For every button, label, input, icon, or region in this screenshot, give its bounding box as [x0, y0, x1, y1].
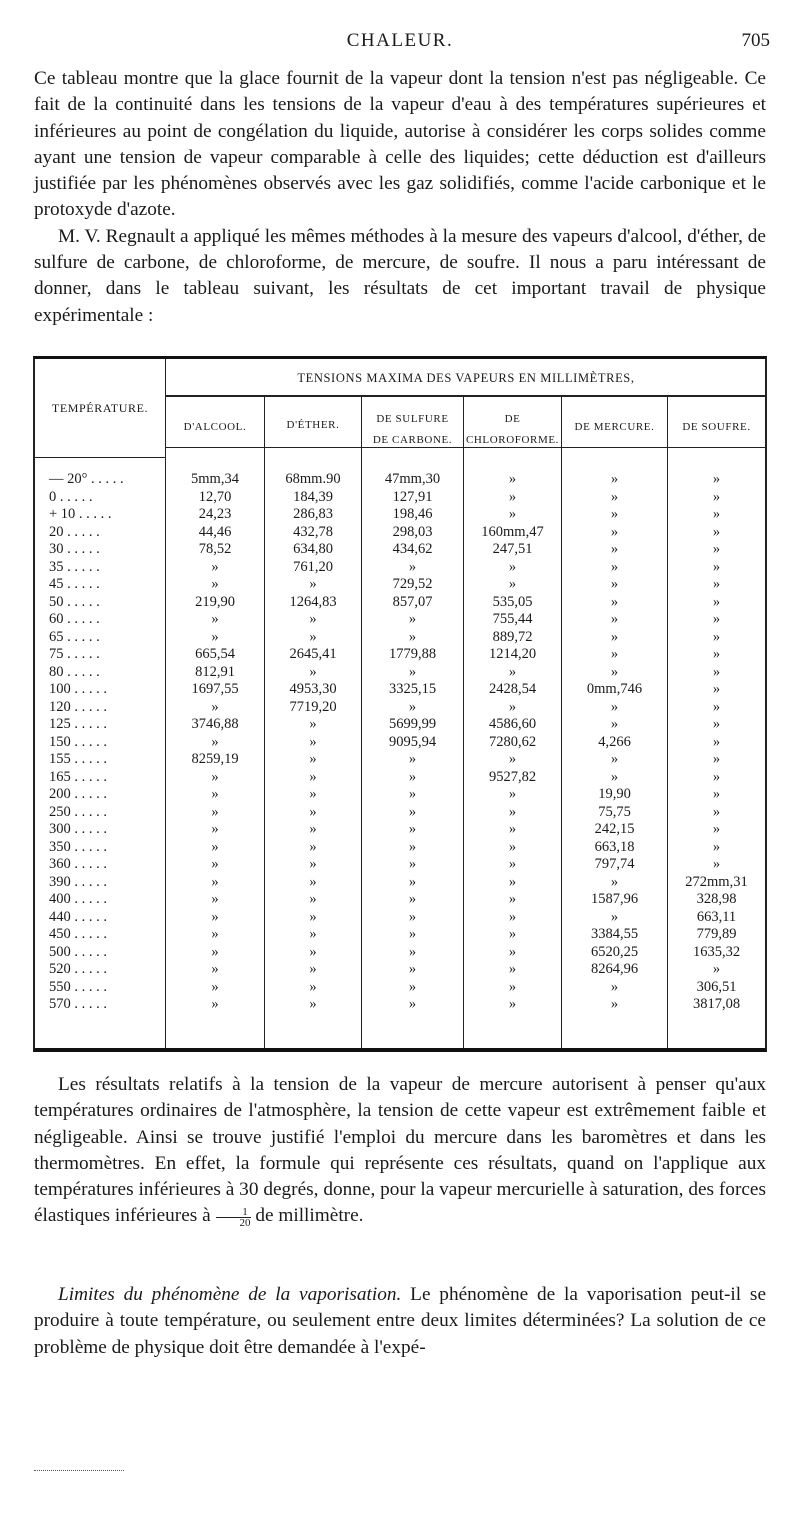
table-cell-value: 306,51: [696, 978, 737, 995]
table-cell-value: »: [508, 838, 517, 855]
table-cell-temperature: 45 . . . . .: [49, 576, 100, 592]
table-cell-value: »: [408, 751, 417, 767]
table-cell-value: »: [309, 891, 317, 907]
header-mercure: [562, 421, 667, 433]
table-cell-value: »: [408, 943, 417, 960]
table-cell-value: »: [408, 926, 417, 942]
table-cell-temperature: 570 . . . . .: [49, 996, 107, 1012]
table-cell-value: »: [309, 733, 317, 750]
table-cell-temperature: 500 . . . . .: [49, 943, 107, 960]
table-cell-value: »: [211, 803, 219, 820]
header-alcool-label: D'ALCOOL.: [183, 421, 247, 433]
table-cell-value: »: [408, 628, 417, 645]
table-cell-value: »: [610, 471, 619, 487]
table-cell-temperature: 350 . . . . .: [49, 838, 107, 855]
table-cell-value: 1214,20: [488, 646, 537, 662]
table-cell-value: »: [712, 488, 721, 505]
section-text: Le phénomène de la vaporisation peut-il se produire à toute température, ou seulement entre deux limites déterminées? La solution de ce problème de physique doit être demandée à l'expé-: [34, 1284, 766, 1358]
table-cell-value: »: [309, 663, 317, 680]
table-cell-value: 24,23: [198, 506, 232, 522]
table-cell-value: »: [610, 996, 619, 1012]
table-cell-value: »: [211, 838, 219, 855]
table-cell-value: »: [508, 908, 517, 925]
table-cell-value: »: [508, 803, 517, 820]
table-cell-value: »: [211, 558, 219, 575]
header-group: TENSIONS MAXIMA DES VAPEURS EN MILLIMÈTRES,: [297, 371, 635, 385]
table-cell-value: »: [309, 961, 317, 977]
table-cell-value: »: [712, 803, 721, 820]
table-cell-value: 127,91: [392, 488, 433, 505]
table-cell-value: »: [610, 716, 619, 732]
table-cell-value: 1587,96: [590, 891, 639, 907]
table-cell-value: 3817,08: [692, 996, 741, 1012]
table-cell-value: »: [309, 576, 317, 592]
table-cell-value: »: [211, 786, 219, 802]
section-vaporisation: [34, 1282, 766, 1361]
table-cell-temperature: 120 . . . . .: [49, 698, 107, 715]
table-cell-value: 797,74: [594, 856, 635, 872]
table-cell-value: »: [610, 576, 619, 592]
table-cell-temperature: 20 . . . . .: [49, 523, 100, 540]
table-cell-value: »: [211, 628, 219, 645]
table-cell-value: »: [408, 803, 417, 820]
table-cell-value: »: [508, 663, 517, 680]
table-cell-value: 4,266: [598, 733, 631, 750]
intro-paragraph-1: Ce tableau montre que la glace fournit de la vapeur dont la tension n'est pas négligeable. Ce fait de la continuité dans les tensions de la vapeur d'eau à des températures supérieures et inférieures au point de congélation du liquide, autorise à considérer les corps solides comme ayant une tension de vapeur comparable à celle des liquides; cette déduction est d'ailleurs justifiée par les phénomènes observés avec les gaz solidifiés, comme l'acide carbonique et le protoxyde d'azote.: [34, 68, 766, 221]
table-cell-value: »: [211, 996, 219, 1012]
table-cell-value: »: [309, 908, 317, 925]
table-cell-value: »: [712, 628, 721, 645]
table-cell-value: »: [508, 488, 517, 505]
table-cell-value: 286,83: [293, 506, 333, 522]
header-soufre-label: DE SOUFRE.: [682, 421, 751, 433]
table-cell-value: 2428,54: [488, 681, 537, 697]
table-cell-value: »: [712, 523, 721, 540]
table-cell-value: »: [211, 698, 219, 715]
table-cell-value: »: [508, 821, 517, 837]
table-cell-value: »: [211, 908, 219, 925]
table-cell-value: 328,98: [696, 891, 737, 907]
table-cell-temperature: 390 . . . . .: [49, 873, 107, 890]
header-mercure-label: DE MERCURE.: [574, 421, 655, 433]
table-cell-value: »: [712, 716, 721, 732]
table-cell-value: 8259,19: [191, 751, 239, 767]
table-cell-value: »: [408, 768, 417, 785]
table-cell-value: »: [508, 891, 517, 907]
table-cell-value: »: [309, 751, 317, 767]
table-cell-value: 761,20: [293, 558, 333, 575]
table-cell-value: 755,44: [492, 611, 533, 627]
table-cell-value: 1779,88: [388, 646, 437, 662]
table-cell-value: »: [712, 821, 721, 837]
table-cell-value: »: [712, 751, 721, 767]
table-cell-value: 1697,55: [191, 681, 239, 697]
table-cell-value: »: [508, 471, 517, 487]
table-cell-value: »: [408, 611, 417, 627]
table-cell-value: 8264,96: [590, 961, 639, 977]
table-cell-value: »: [508, 786, 517, 802]
table-cell-temperature: 400 . . . . .: [49, 891, 107, 907]
table-cell-value: »: [508, 873, 517, 890]
table-cell-value: »: [309, 803, 317, 820]
table-cell-value: 729,52: [392, 576, 433, 592]
table-cell-value: »: [610, 611, 619, 627]
table-cell-value: 889,72: [492, 628, 533, 645]
header-chloroforme-line1: DE: [504, 413, 521, 425]
table-cell-value: 665,54: [195, 646, 235, 662]
table-cell-value: »: [712, 786, 721, 802]
table-cell-value: 634,80: [293, 541, 333, 557]
table-cell-value: »: [309, 786, 317, 802]
table-cell-value: 779,89: [696, 926, 737, 942]
table-cell-value: »: [309, 716, 317, 732]
table-cell-value: 857,07: [392, 593, 433, 610]
table-cell-value: »: [712, 576, 721, 592]
table-cell-value: »: [712, 558, 721, 575]
table-cell-value: 272mm,31: [685, 873, 748, 890]
table-cell-value: »: [408, 908, 417, 925]
table-cell-value: »: [211, 943, 219, 960]
table-cell-value: »: [508, 943, 517, 960]
table-cell-value: »: [408, 978, 417, 995]
table-cell-value: »: [610, 558, 619, 575]
table-cell-temperature: 30 . . . . .: [49, 541, 100, 557]
table-cell-temperature: 35 . . . . .: [49, 558, 100, 575]
table-cell-value: »: [712, 856, 721, 872]
table-cell-value: »: [211, 856, 219, 872]
header-sulfure-line2: DE CARBONE.: [372, 434, 453, 446]
table-cell-value: »: [610, 506, 619, 522]
header-chloroforme: [464, 409, 561, 451]
mercury-paragraph: [34, 1072, 766, 1230]
table-cell-value: »: [508, 576, 517, 592]
table-cell-value: »: [211, 821, 219, 837]
page-number: 705: [741, 30, 770, 51]
header-soufre: [668, 421, 765, 433]
table-cell-value: »: [610, 768, 619, 785]
table-cell-value: 184,39: [293, 488, 333, 505]
header-group-rule: [165, 395, 765, 397]
table-cell-temperature: — 20° . . . . .: [49, 471, 124, 487]
table-cell-value: 1635,32: [692, 943, 741, 960]
table-cell-value: »: [408, 698, 417, 715]
intro-text: [34, 66, 766, 329]
header-ether: [265, 419, 361, 431]
table-cell-value: »: [508, 856, 517, 872]
table-cell-temperature: 200 . . . . .: [49, 786, 107, 802]
table-cell-value: 19,90: [598, 786, 631, 802]
table-cell-value: 7280,62: [488, 733, 537, 750]
table-cell-value: »: [309, 611, 317, 627]
table-cell-value: 242,15: [594, 821, 635, 837]
table-cell-value: »: [610, 628, 619, 645]
table-cell-value: 9527,82: [488, 768, 537, 785]
table-cell-value: »: [712, 541, 721, 557]
table-cell-value: 247,51: [492, 541, 533, 557]
table-cell-value: »: [610, 488, 619, 505]
mercury-paragraph-text: Les résultats relatifs à la tension de la vapeur de mercure autorisent à penser qu'aux températures ordinaires de l'atmosphère, la tension de cette vapeur est extrêmement faible et négligeable. Ainsi se trouve justifié l'emploi du mercure dans les baromètres et dans les thermomètres. En effet, la formule qui représente ces résultats, quand on l'applique aux températures inférieures à 30 degrés, donne, pour la vapeur mercurielle à saturation, des forces élastiques inférieures à: [34, 1074, 766, 1227]
table-cell-value: »: [508, 978, 517, 995]
table-cell-value: »: [408, 786, 417, 802]
table-cell-value: »: [508, 961, 517, 977]
table-cell-value: »: [309, 978, 317, 995]
table-cell-value: »: [211, 768, 219, 785]
table-cell-value: »: [309, 926, 317, 942]
table-cell-value: »: [712, 681, 721, 697]
table-cell-value: 3325,15: [388, 681, 437, 697]
table-cell-value: 663,18: [594, 838, 635, 855]
table-cell-value: »: [211, 926, 219, 942]
after-table-text: [34, 1072, 766, 1230]
table-cell-value: 219,90: [195, 593, 235, 610]
table-cell-value: 434,62: [392, 541, 433, 557]
table-cell-value: »: [712, 646, 721, 662]
table-cell-value: »: [309, 768, 317, 785]
table-cell-temperature: 60 . . . . .: [49, 611, 100, 627]
header-sulfure-line1: DE SULFURE: [376, 413, 449, 425]
table-cell-temperature: 100 . . . . .: [49, 681, 107, 697]
table-cell-temperature: 300 . . . . .: [49, 821, 107, 837]
table-cell-value: »: [408, 838, 417, 855]
table-cell-temperature: 65 . . . . .: [49, 628, 100, 645]
header-ether-label: D'ÉTHER.: [286, 419, 340, 431]
table-cell-value: 4953,30: [289, 681, 337, 697]
table-cell-value: »: [610, 541, 619, 557]
table-cell-temperature: 0 . . . . .: [49, 488, 93, 505]
table-cell-value: »: [712, 611, 721, 627]
table-cell-value: »: [712, 838, 721, 855]
table-cell-value: »: [309, 856, 317, 872]
table-cell-value: »: [408, 961, 417, 977]
table-cell-value: 44,46: [198, 523, 232, 540]
table-cell-value: »: [309, 943, 317, 960]
table-cell-value: 4586,60: [488, 716, 537, 732]
table-cell-value: »: [309, 996, 317, 1012]
table-cell-value: »: [712, 506, 721, 522]
running-head: [30, 30, 770, 56]
table-cell-value: 3384,55: [590, 926, 639, 942]
table-cell-value: »: [508, 698, 517, 715]
footer-rule: [34, 1470, 124, 1472]
table-cell-value: 75,75: [598, 803, 631, 820]
table-cell-value: »: [610, 593, 619, 610]
table-cell-value: »: [508, 558, 517, 575]
table-cell-value: »: [408, 873, 417, 890]
table-cell-value: »: [610, 978, 619, 995]
table-cell-value: »: [211, 891, 219, 907]
table-cell-temperature: 360 . . . . .: [49, 856, 107, 872]
vapor-tension-table: [33, 356, 767, 1052]
table-cell-value: 160mm,47: [481, 523, 544, 540]
table-cell-value: »: [508, 751, 517, 767]
table-cell-value: 812,91: [195, 663, 235, 680]
table-cell-value: 2645,41: [289, 646, 337, 662]
table-cell-value: »: [712, 593, 721, 610]
table-cell-temperature: 550 . . . . .: [49, 978, 107, 995]
header-chloroforme-line2: CHLOROFORME.: [465, 434, 560, 446]
table-cell-value: 535,05: [492, 593, 533, 610]
table-cell-value: »: [508, 996, 517, 1012]
table-cell-value: 47mm,30: [384, 471, 441, 487]
table-cell-value: 9095,94: [388, 733, 437, 750]
table-cell-temperature: 440 . . . . .: [49, 908, 107, 925]
table-cell-temperature: 125 . . . . .: [49, 716, 107, 732]
table-cell-temperature: 165 . . . . .: [49, 768, 107, 785]
table-cell-value: »: [712, 961, 721, 977]
table-cell-temperature: 520 . . . . .: [49, 961, 107, 977]
fraction-denominator: 20: [239, 1216, 251, 1229]
table-cell-value: »: [610, 698, 619, 715]
table-cell-value: 68mm.90: [285, 471, 341, 487]
table-cell-value: »: [309, 873, 317, 890]
table-cell-value: »: [408, 558, 417, 575]
table-cell-value: »: [508, 506, 517, 522]
table-cell-value: 298,03: [392, 523, 433, 540]
section-heading: Limites du phénomène de la vaporisation.: [58, 1284, 402, 1305]
table-cell-value: »: [712, 663, 721, 680]
table-cell-value: »: [211, 611, 219, 627]
table-cell-value: »: [211, 978, 219, 995]
table-cell-value: »: [309, 838, 317, 855]
table-cell-value: 663,11: [696, 908, 737, 925]
section-paragraph: [34, 1282, 766, 1361]
table-cell-temperature: 450 . . . . .: [49, 926, 107, 942]
table-cell-value: »: [309, 628, 317, 645]
table-cell-value: 78,52: [198, 541, 232, 557]
header-temperature: TEMPÉRATURE.: [51, 401, 149, 415]
fraction-numerator: 1: [216, 1207, 251, 1218]
table-cell-value: 7719,20: [289, 698, 337, 715]
table-cell-value: »: [211, 961, 219, 977]
header-alcool: [166, 421, 264, 433]
table-cell-value: »: [408, 663, 417, 680]
table-cell-value: »: [211, 873, 219, 890]
table-cell-temperature: 80 . . . . .: [49, 663, 100, 680]
table-cell-value: 5mm,34: [191, 471, 239, 487]
table-cell-value: »: [408, 856, 417, 872]
table-cell-temperature: 50 . . . . .: [49, 593, 100, 610]
table-cell-value: 198,46: [392, 506, 433, 522]
table-cell-value: »: [408, 996, 417, 1012]
table-cell-value: »: [610, 751, 619, 767]
table-cell-temperature: 250 . . . . .: [49, 803, 107, 820]
fraction-one-twentieth: [216, 1207, 251, 1228]
table-cell-value: »: [508, 926, 517, 942]
table-cell-value: 3746,88: [191, 716, 239, 732]
table-cell-value: »: [712, 768, 721, 785]
table-cell-temperature: 155 . . . . .: [49, 751, 107, 767]
table-cell-value: 6520,25: [590, 943, 639, 960]
table-cell-value: »: [309, 821, 317, 837]
temp-header-rule: [35, 457, 165, 458]
table-cell-value: 1264,83: [289, 593, 337, 610]
table-cell-value: »: [408, 891, 417, 907]
table-cell-value: »: [610, 663, 619, 680]
mercury-paragraph-end: de millimètre.: [255, 1205, 364, 1227]
table-cell-value: 0mm,746: [586, 681, 643, 697]
table-cell-value: 12,70: [198, 488, 232, 505]
table-cell-temperature: 150 . . . . .: [49, 733, 107, 750]
table-cell-value: »: [712, 471, 721, 487]
table-cell-value: »: [610, 873, 619, 890]
table-cell-temperature: 75 . . . . .: [49, 646, 100, 662]
table-cell-value: »: [712, 698, 721, 715]
table-cell-value: »: [610, 646, 619, 662]
table-cell-value: 5699,99: [388, 716, 437, 732]
table-cell-value: »: [712, 733, 721, 750]
table-cell-value: »: [408, 821, 417, 837]
table-cell-value: »: [211, 733, 219, 750]
intro-paragraph-2: M. V. Regnault a appliqué les mêmes méthodes à la mesure des vapeurs d'alcool, d'éther, de sulfure de carbone, de chloroforme, de mercure, de soufre. Il nous a paru intéressant de donner, dans le tableau suivant, les résultats de cet important travail de physique expérimentale :: [34, 225, 766, 326]
table-cell-temperature: + 10 . . . . .: [49, 506, 112, 522]
table-cell-value: 432,78: [293, 523, 333, 540]
header-sulfure: [362, 409, 463, 451]
running-head-title: CHALEUR.: [346, 30, 454, 51]
table-cell-value: »: [610, 908, 619, 925]
table-cell-value: »: [211, 576, 219, 592]
table-cell-value: »: [610, 523, 619, 540]
